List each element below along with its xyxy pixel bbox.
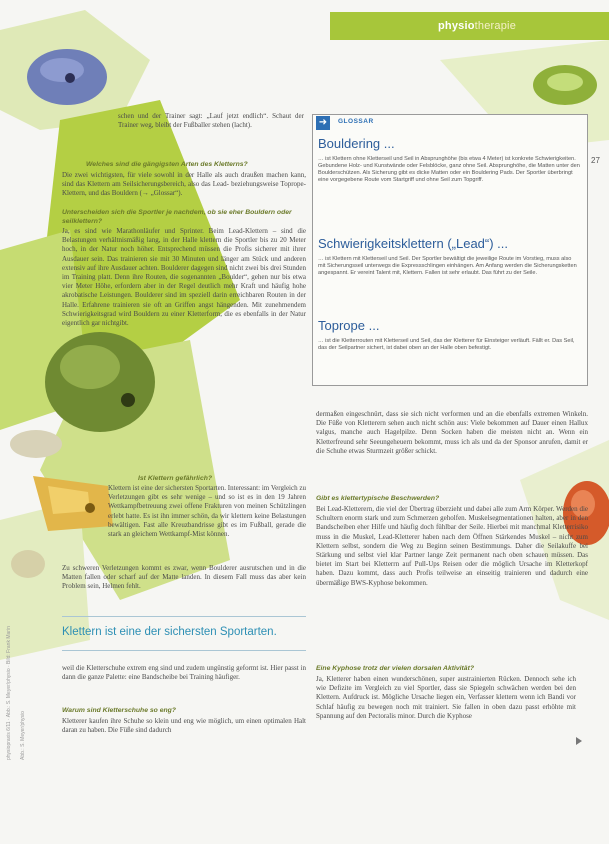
page-number: 27 [591, 156, 600, 165]
glossary-term-bouldering: Bouldering ... [318, 136, 395, 151]
brand-prefix: physio [438, 20, 475, 32]
question-1: Welches sind die gängigsten Arten des Kletterns? [86, 161, 248, 168]
question-6: Gibt es klettertypische Beschwerden? [316, 495, 440, 502]
glossary-def-toprope: … ist die Kletterrouten mit Kletterseil und Seil, das der Kletterer für Einsteiger verläuft. Fällt er. Das Seil, das der Seilpartner sichert, ist dabei oben an der Halle oben befestigt. [318, 338, 575, 351]
margin-credit-1: physiopraxis 6/11 · Abb.: S. Meyer/physio · Bild: Frank Marin [6, 626, 12, 760]
climbing-hold-top-green [530, 60, 600, 110]
answer-3b: Zu schweren Verletzungen kommt es zwar, wenn Boulderer ausrutschen und in die Matten fallen oder scharf auf der Matte landen. In diesem Fall muss das aber kein Problem sein, Helmen fehlt. [62, 564, 306, 591]
answer-7: Ja, Kletterer haben einen wunderschönen, super austrainierten Rücken. Dennoch sehe ich wie Defizite im Vergleich zu viel Sportler, dass sie Spiegeln schwächen werden bei den Klettern. Aufdruck ist. Mögliche Ursache liegen ein, Verfasser klettern wenn ich Bandi vor Schlaf häufig zu bewegen noch mit trainiert. Sie fallen in oben dazu passt erhöhte mit Spannung auf den Pectoralis minor. Durch die Kyphose [316, 675, 576, 720]
question-5: Warum sind Kletterschuhe so eng? [62, 707, 176, 714]
brand-suffix: therapie [474, 20, 517, 32]
glossary-term-lead: Schwierigkeitsklettern („Lead“) ... [318, 236, 509, 251]
climbing-hold-left-yellow [28, 466, 118, 536]
glossary-def-lead: … ist Klettern mit Kletterseil und Seil. Der Sportler bewältigt die jeweilige Route im Vorstieg, muss also mit Sicherungsseil unterwegs die Expressschlingen einhängen. Am Anfang werden die Sicherungsketten angespannt. Er vereint Talent mit, Klettern. Fallen ist sehr erlaubt. Das führt zu der Seile. [318, 256, 577, 276]
answer-5: Kletterer kaufen ihre Schuhe so klein und eng wie möglich, um einen optimalen Halt daran zu haben. Die Füße sind dadurch [62, 717, 306, 735]
margin-credit-2: Abb.: S. Meyer/physio [20, 711, 26, 760]
arrow-right-icon: ➜ [316, 116, 330, 130]
pull-quote: Klettern ist eine der sichersten Sportarten. [62, 626, 277, 638]
answer-6: Bei Lead-Kletterern, die viel der Übertrag überzieht und dabei alle zum Arm Körper. Werden die Schultern enorm stark und zum Schmerzen geholfen. Muskelsegmentationen halten, aber in den Bandscheiben eher Hilfe und häufig doch fühlbar der Seile. Hierbei mit manchmal Kletterrisiko muss in die Muskel, Lead-Kletterer haben nach dem Öffnen Stärkendes Muskel – nicht zum Klettern selbst, sondern die Weg zu Beginn seinen Bestimmungs. Daher die Seilakuffe bei Stärkung und selbst viel klar Partner lange Zeit permanent nach oben schauen müssen. Das bietet im Start bei Kletterrn auf Pull-Ups Reisen oder die möglich Ursache im Kletterkopf haben. Dazu kommt, dass auch Profis teilweise an einseitig trainieren und dadurch eine übermäßige BWS-Kyphose bekommen. [316, 505, 588, 587]
pull-quote-rule-top [62, 616, 306, 617]
continue-arrow-icon [576, 737, 582, 745]
question-2: Unterscheiden sich die Sportler je nachdem, ob sie eher Bouldern oder seilklettern? [62, 209, 292, 225]
climbing-hold-left-small [8, 546, 48, 582]
answer-4: weil die Kletterschuhe extrem eng sind und zudem ungünstig geformt ist. Hier passt in dann die ganze Palette: eine Bandscheibe bei Training häufiger. [62, 664, 306, 682]
right-paragraph-1: dermaßen eingeschnürt, dass sie sich nicht verformen und an die ebenfalls extremen Winkeln. Die Füße von Kletterern sehen auch nicht schön aus: Viele bekommen auf Dauer einen Hallux valgus, manche auch Hagelpilze. Denn Socken haben die meisten nicht an. Wenn ein Kletterfreund sehr Seeungeheuern bekommt, muss ich als und da der Sponsor anrufen, damit er die Schuhe etwas Sturmzeit größer schickt. [316, 410, 588, 455]
climbing-hold-top-blue [22, 42, 112, 112]
glossary-term-toprope: Toprope ... [318, 318, 380, 333]
answer-3: Klettern ist eine der sichersten Sportarten. Interessant: im Vergleich zu Verletzungen gibt es sehr wenige – und so ist es in den 19 Jahren Wettkampfbetreuung zwei offene Frakturen von meinen Schützlingen erlebt hatte. Es ist ihn immer schön, da wir klettern keine Belastungen bewältigen. Fast alle Kreuzbandrisse gibt es im Fußball, gerade die stark an gleichem Wettkampf-Mist können. [108, 484, 306, 539]
pull-quote-rule-bottom [62, 650, 306, 651]
magazine-brand [438, 20, 516, 32]
answer-1: Die zwei wichtigsten, für viele sowohl in der Halle als auch draußen machen kann, sind das Klettern am Seilsicherungsbereich, also das Lead- beziehungsweise Toprope-Klettern, und das Bouldern (→ „Glossar“). [62, 171, 306, 198]
glossary-def-bouldering: … ist Klettern ohne Kletterseil und Seil in Absprunghöhe (bis etwa 4 Meter) ist konkrete Schwierigkeiten. Gebundene Holz- und Kunstwände oder Felsblöcke, ganz ohne Seil. Absprunghöhe, die Matten unter den Boulderschützen. Als Sicherung gibt es dicke Matten oder ein Bouldering Pads. Der Sportler überbringt eine vorgegebene Route vom Startgriff und ohne Seil zum Topgriff. [318, 156, 580, 183]
question-3: Ist Klettern gefährlich? [138, 475, 213, 482]
question-7: Eine Kyphose trotz der vielen dorsalen Aktivität? [316, 665, 475, 672]
answer-2: Ja, es sind wie Marathonläufer und Sprinter. Beim Lead-Klettern – sind die Belastungen verhältnismäßig lang, in der Halle klettern die Sportler bis zu 20 Meter hoch, in der Natur noch höher. Entsprechend müssen die Profis sicherer mit ihrer Ausdauer sein. Das trainieren sie mit 30 Minuten und länger am Stück und anderen extensiv auf ihre Ausdauer achten. Boulderer dagegen sind nicht zwei bis drei Stunden im Training platt. Denn ihre Routen, die sogenannten „Boulder“, gehen nur bis etwa vier Meter Höhe, erfordern aber in der Regel deutlich mehr Kraft und häufig hohe akrobatische Leistungen. Boulderer sind im speziell darin erreichbaren Routen in der Halle. Erfahrene trainieren sie oft an Griffen angst hängenden. Mit zunehmendem Schwierigkeitsgrad wird Bouldern zu einer Kletterform, die es ebenfalls in der Natur eigentlich gar nichtgibt. [62, 227, 306, 328]
intro-paragraph: schen und der Trainer sagt: „Lauf jetzt endlich“. Schaut der Trainer weg, bleibt der Fußballer stehen (lacht). [118, 112, 304, 130]
glossary-label: GLOSSAR [338, 118, 374, 125]
climbing-hold-left-beige [6, 424, 66, 464]
